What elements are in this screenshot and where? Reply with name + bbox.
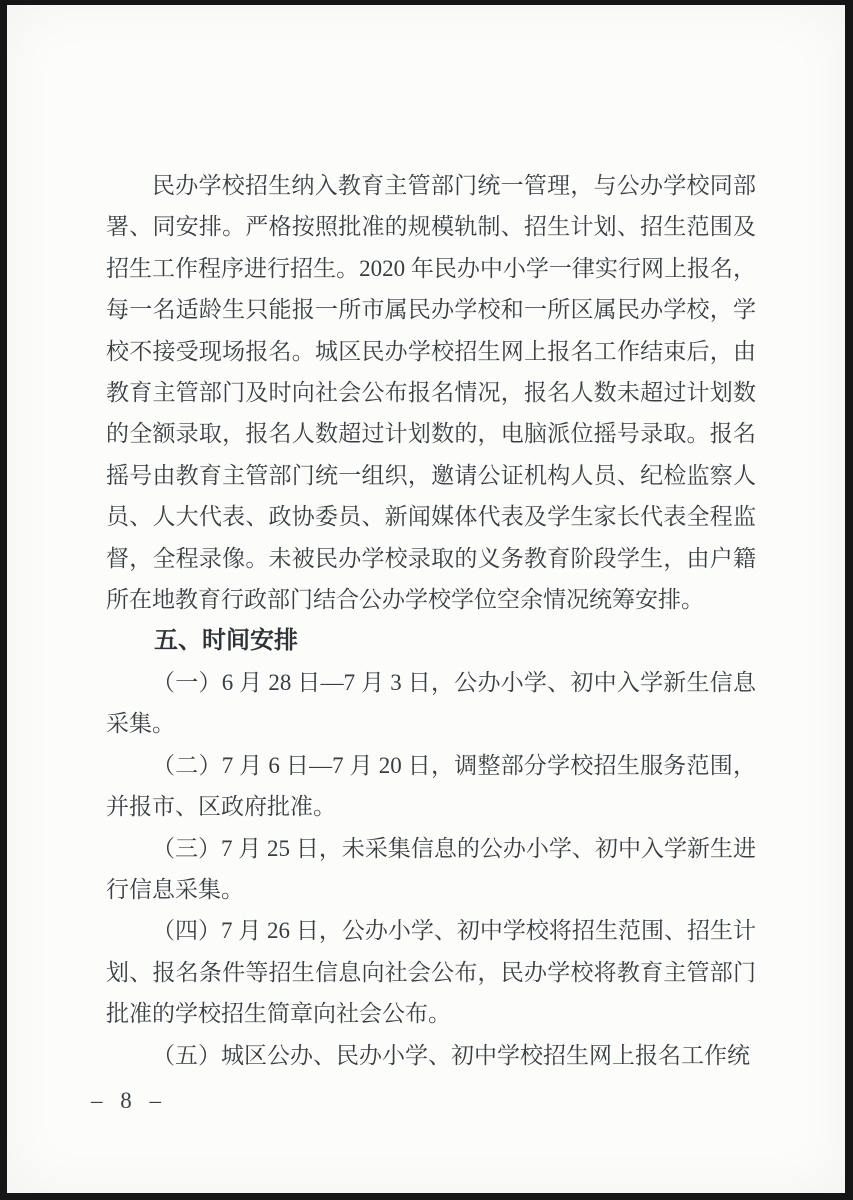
paragraph: （四）7 月 26 日，公办小学、初中学校将招生范围、招生计划、报名条件等招生信息向社会公布，民办学校将教育主管部门批准的学校招生简章向社会公布。: [106, 918, 756, 1027]
page-number: – 8 –: [91, 1088, 167, 1113]
document-body: [106, 165, 756, 1076]
paragraph: （五）城区公办、民办小学、初中学校招生网上报名工作统: [152, 1042, 750, 1068]
paragraph: 民办学校招生纳入教育主管部门统一管理，与公办学校同部署、同安排。严格按照批准的规模轨制、招生计划、招生范围及招生工作程序进行招生。2020 年民办中小学一律实行网上报名，每一名适龄生只能报一所市属民办学校和一所区属民办学校，学校不接受现场报名。城区民办学校招生网上报名工作结束后，由教育主管部门及时向社会公布报名情况，报名人数未超过计划数的全额录取，报名人数超过计划数的，电脑派位摇号录取。报名摇号由教育主管部门统一组织，邀请公证机构人员、纪检监察人员、人大代表、政协委员、新闻媒体代表及学生家长代表全程监督，全程录像。未被民办学校录取的义务教育阶段学生，由户籍所在地教育行政部门结合公办学校学位空余情况统筹安排。: [106, 173, 756, 613]
section-heading: 五、时间安排: [154, 627, 298, 655]
paragraph: （一）6 月 28 日—7 月 3 日，公办小学、初中入学新生信息采集。: [106, 669, 756, 737]
paragraph: （三）7 月 25 日，未采集信息的公办小学、初中入学新生进行信息采集。: [106, 835, 756, 902]
paragraph: （二）7 月 6 日—7 月 20 日，调整部分学校招生服务范围，并报市、区政府批准。: [106, 752, 756, 820]
document-sheet: [7, 5, 845, 1193]
